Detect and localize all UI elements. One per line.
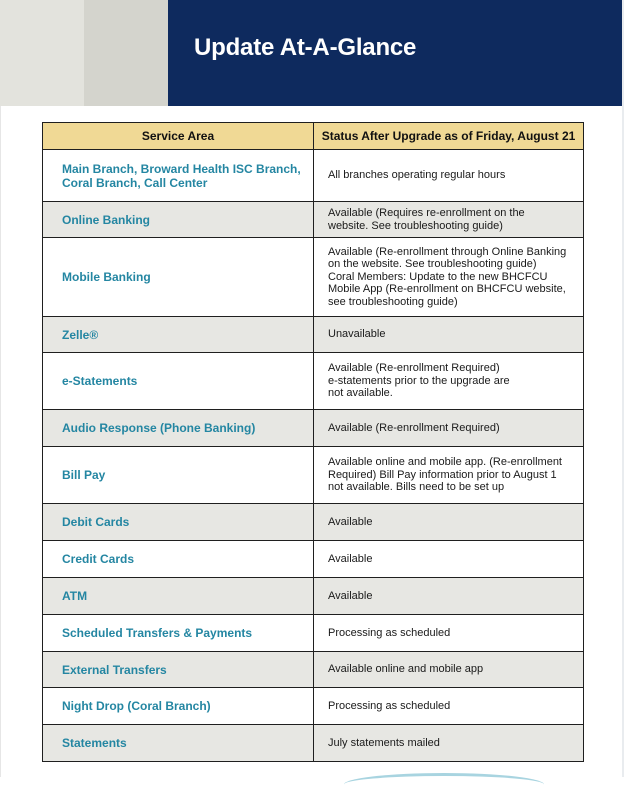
header-band-mid [84, 0, 168, 106]
status-table [42, 122, 584, 762]
status-cell: Processing as scheduled [314, 688, 584, 725]
service-area-cell: Bill Pay [43, 447, 314, 504]
footer-decorative-arc [344, 773, 544, 796]
service-area-cell: Audio Response (Phone Banking) [43, 410, 314, 447]
table-row [43, 652, 584, 688]
page-title: Update At-A-Glance [194, 34, 417, 61]
column-header-service-area: Service Area [43, 123, 314, 150]
table-row [43, 238, 584, 317]
left-edge-rule [0, 106, 1, 777]
table-row [43, 150, 584, 202]
table-row [43, 317, 584, 353]
status-cell: All branches operating regular hours [314, 150, 584, 202]
service-area-cell: Online Banking [43, 202, 314, 238]
table-header-row [43, 123, 584, 150]
table-row [43, 202, 584, 238]
service-area-cell: External Transfers [43, 652, 314, 688]
status-cell: Available (Re-enrollment through Online Banking on the website. See troubleshooting guide) Coral Members: Update to the new BHCFCU Mobile App (Re-enrollment on BHCFCU website, see troubleshooting guide) [314, 238, 584, 317]
service-area-cell: Main Branch, Broward Health ISC Branch, Coral Branch, Call Center [43, 150, 314, 202]
table-row [43, 688, 584, 725]
table-row [43, 353, 584, 410]
service-area-cell: Credit Cards [43, 541, 314, 578]
table-row [43, 410, 584, 447]
service-area-cell: Statements [43, 725, 314, 762]
status-cell: Unavailable [314, 317, 584, 353]
status-cell: Available online and mobile app [314, 652, 584, 688]
service-area-cell: Mobile Banking [43, 238, 314, 317]
status-cell: Available [314, 541, 584, 578]
table-row [43, 541, 584, 578]
table-row [43, 615, 584, 652]
status-cell: Available online and mobile app. (Re-enrollment Required) Bill Pay information prior to August 1 not available. Bills need to be set up [314, 447, 584, 504]
service-area-cell: Zelle® [43, 317, 314, 353]
status-cell: Available [314, 504, 584, 541]
status-cell: Available (Requires re-enrollment on the website. See troubleshooting guide) [314, 202, 584, 238]
table-row [43, 447, 584, 504]
column-header-status: Status After Upgrade as of Friday, August 21 [314, 123, 584, 150]
status-cell: July statements mailed [314, 725, 584, 762]
table-row [43, 504, 584, 541]
status-cell: Available (Re-enrollment Required) [314, 410, 584, 447]
service-area-cell: Night Drop (Coral Branch) [43, 688, 314, 725]
header-band-light [0, 0, 84, 106]
table-row [43, 578, 584, 615]
status-cell: Processing as scheduled [314, 615, 584, 652]
service-area-cell: e-Statements [43, 353, 314, 410]
service-area-cell: ATM [43, 578, 314, 615]
service-area-cell: Debit Cards [43, 504, 314, 541]
status-cell: Available [314, 578, 584, 615]
service-area-cell: Scheduled Transfers & Payments [43, 615, 314, 652]
status-cell: Available (Re-enrollment Required) e-statements prior to the upgrade are not available. [314, 353, 584, 410]
table-row [43, 725, 584, 762]
